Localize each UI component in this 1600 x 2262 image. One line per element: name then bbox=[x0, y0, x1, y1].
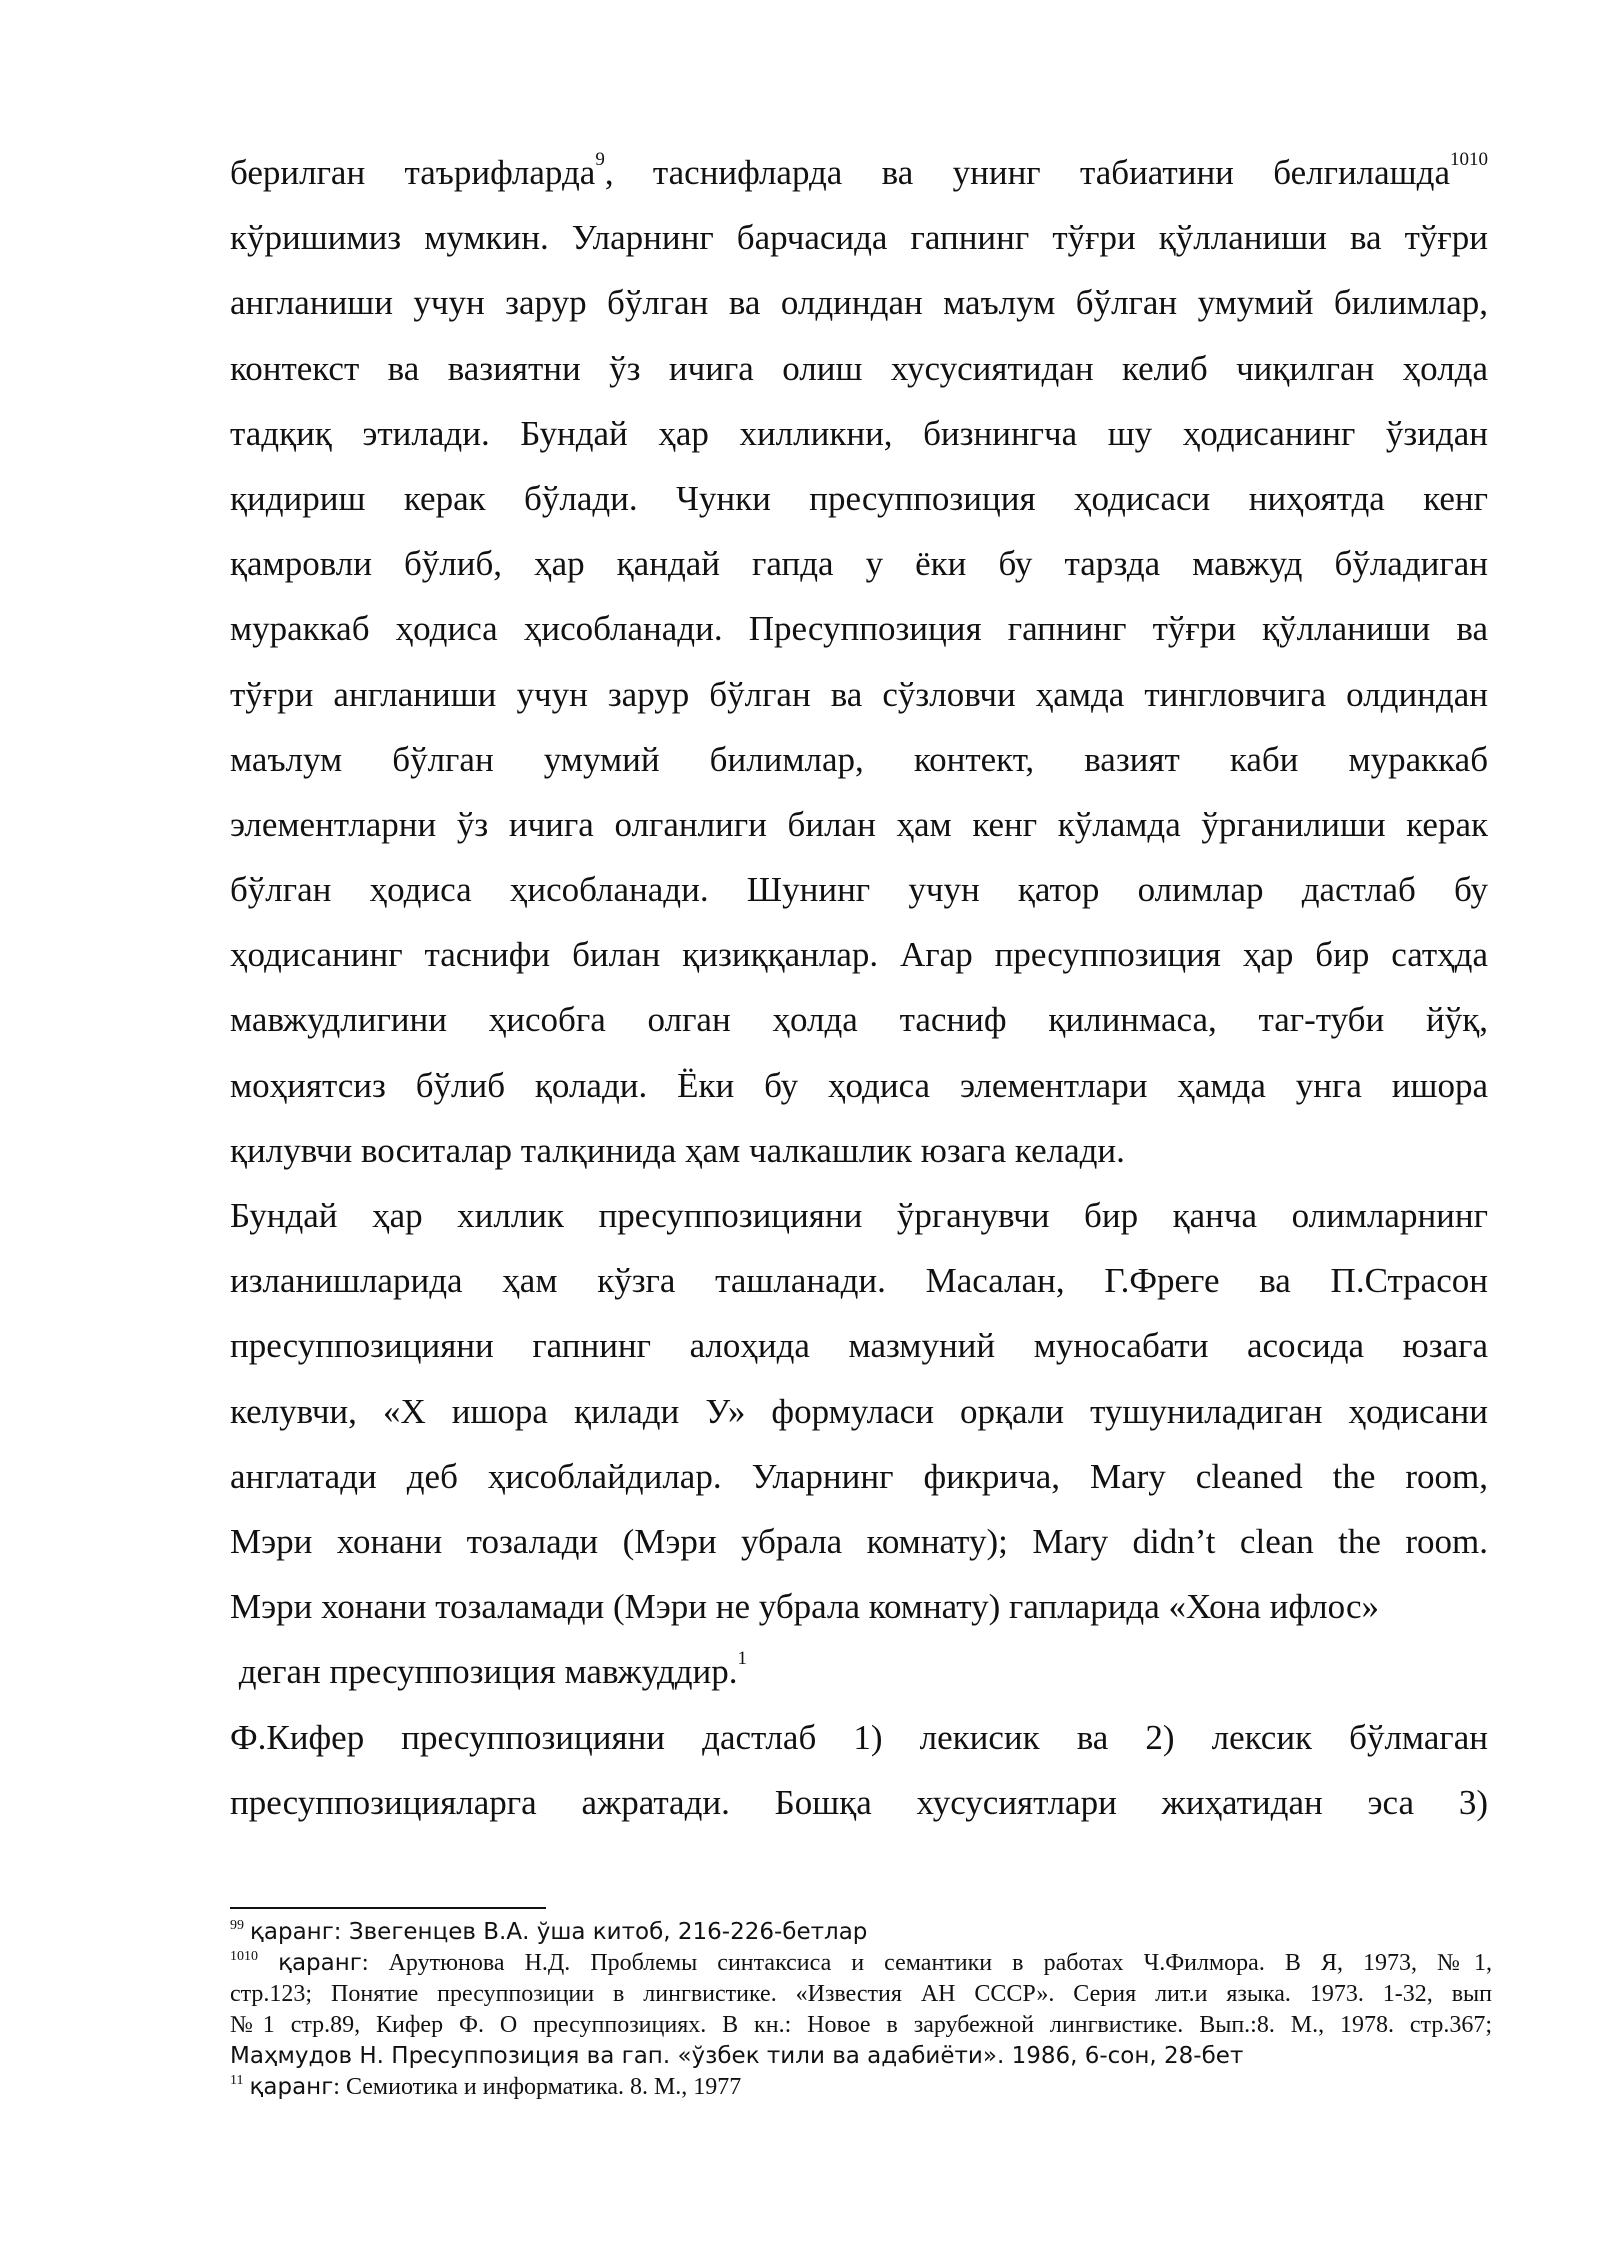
body-line: контекст ва вазиятни ўз ичига олиш хусусиятидан келиб чиқилган ҳолда bbox=[230, 348, 1488, 388]
footnote bbox=[230, 1917, 1492, 1948]
body-line: англатади деб ҳисоблайдилар. Уларнинг фикрича, Mary cleaned the room, bbox=[230, 1456, 1488, 1496]
body-text bbox=[230, 140, 1488, 1835]
body-line: келувчи, «Х ишора қилади У» формуласи орқали тушуниладиган ҳодисани bbox=[230, 1391, 1488, 1431]
footnote-mark: 99 bbox=[230, 1918, 244, 1933]
body-line: мавжудлигини ҳисобга олган ҳолда тасниф қилинмаса, таг-туби йўқ, bbox=[230, 1000, 1488, 1040]
body-line: тўғри англаниши учун зарур бўлган ва сўзловчи ҳамда тингловчига олдиндан bbox=[230, 674, 1488, 714]
body-line: Ф.Кифер пресуппозицияни дастлаб 1) лекисик ва 2) лексик бўлмаган bbox=[230, 1717, 1488, 1757]
footnote-text: стр.123; Понятие пресуппозиции в лингвистике. «Известия АН СССР». Серия лит.и языка. 1973. 1-32, вып bbox=[230, 1981, 1492, 2007]
body-line: мураккаб ҳодиса ҳисобланади. Пресуппозиция гапнинг тўғри қўлланиши ва bbox=[230, 609, 1488, 649]
body-line: қамровли бўлиб, ҳар қандай гапда у ёки бу тарзда мавжуд бўладиган bbox=[230, 544, 1488, 584]
footnote-ref[interactable]: 9 bbox=[595, 149, 605, 170]
body-line: Мэри хонани тозаламади (Мэри не убрала комнату) гапларида «Хона ифлос» bbox=[230, 1587, 1380, 1627]
footnote: $^{11}$ қаранг: Семиотика и информатика. 8. М., 1977 bbox=[230, 2073, 742, 2100]
footnote-mark: 1010 bbox=[230, 1949, 258, 1964]
footnote-ref[interactable]: 1 bbox=[737, 1648, 748, 1670]
body-line: тадқиқ этилади. Бундай ҳар хилликни, бизнингча шу ҳодисанинг ўзидан bbox=[230, 413, 1488, 453]
body-line: қидириш керак бўлади. Чунки пресуппозиция ҳодисаси ниҳоятда кенг bbox=[230, 478, 1488, 518]
footnote-text: : Семиотика и информатика. 8. М., 1977 bbox=[333, 2074, 742, 2100]
body-line: англаниши учун зарур бўлган ва олдиндан маълум бўлган умумий билимлар, bbox=[230, 283, 1488, 323]
footnote-ref[interactable]: 1010 bbox=[1449, 149, 1488, 170]
body-line: пресуппозицияни гапнинг алоҳида мазмуний муносабати асосида юзага bbox=[230, 1326, 1488, 1366]
body-line: қилувчи воситалар талқинида ҳам чалкашлик юзага келади. bbox=[230, 1130, 1125, 1170]
body-line: Мэри хонани тозалади (Мэри убрала комнату); Mary didn’t clean the room. bbox=[230, 1521, 1488, 1561]
body-line: пресуппозицияларга ажратади. Бошқа хусусиятлари жиҳатидан эса 3) bbox=[230, 1782, 1488, 1822]
footnote: $^{1010}$ қаранг: Арутюнова Н.Д. Проблемы синтаксиса и семантики в работах Ч.Филмора. В Я, 1973, №1, bbox=[230, 1949, 1493, 1976]
body-line: ҳодисанинг таснифи билан қизиққанлар. Агар пресуппозиция ҳар бир сатҳда bbox=[230, 935, 1488, 975]
body-line: деган пресуппозиция мавжуддир.$^1$ bbox=[230, 1648, 748, 1692]
body-line: кўришимиз мумкин. Уларнинг барчасида гапнинг тўғри қўлланиши ва тўғри bbox=[230, 218, 1488, 258]
footnote-text: №1 стр.89, Кифер Ф. О пресуппозициях. В кн.: Новое в зарубежной лингвистике. Вып.:8. М., 1978. стр.367; bbox=[230, 2012, 1492, 2038]
body-line: Бундай ҳар хиллик пресуппозицияни ўрганувчи бир қанча олимларнинг bbox=[230, 1196, 1488, 1235]
body-line: маълум бўлган умумий билимлар, контект, вазият каби мураккаб bbox=[230, 739, 1488, 779]
body-line: изланишларида ҳам кўзга ташланади. Масалан, Г.Фреге ва П.Страсон bbox=[230, 1261, 1488, 1301]
footnote-separator bbox=[230, 1907, 546, 1909]
body-line: элементларни ўз ичига олганлиги билан ҳам кенг кўламда ўрганилиши керак bbox=[230, 804, 1488, 844]
footnotes bbox=[230, 1917, 1492, 2103]
footnote-text: қаранг: Звегенцев В.А. ўша китоб, 216-226-бетлар bbox=[250, 1919, 868, 1945]
footnote-text: Маҳмудов Н. Пресуппозиция ва гап. «ўзбек тили ва адабиёти». 1986, 6-сон, 28-бет bbox=[230, 2043, 1244, 2069]
body-line: берилган таърифларда$^9$, таснифларда ва унинг табиатини белгилашда$^{1010}$ bbox=[230, 149, 1488, 192]
body-line: бўлган ҳодиса ҳисобланади. Шунинг учун қатор олимлар дастлаб бу bbox=[230, 870, 1488, 910]
footnote-text: : Арутюнова Н.Д. Проблемы синтаксиса и семантики в работах Ч.Филмора. В Я, 1973, №1, bbox=[361, 1950, 1493, 1976]
body-line: моҳиятсиз бўлиб қолади. Ёки бу ҳодиса элементлари ҳамда унга ишора bbox=[230, 1065, 1488, 1105]
footnote-mark: 11 bbox=[230, 2073, 244, 2088]
